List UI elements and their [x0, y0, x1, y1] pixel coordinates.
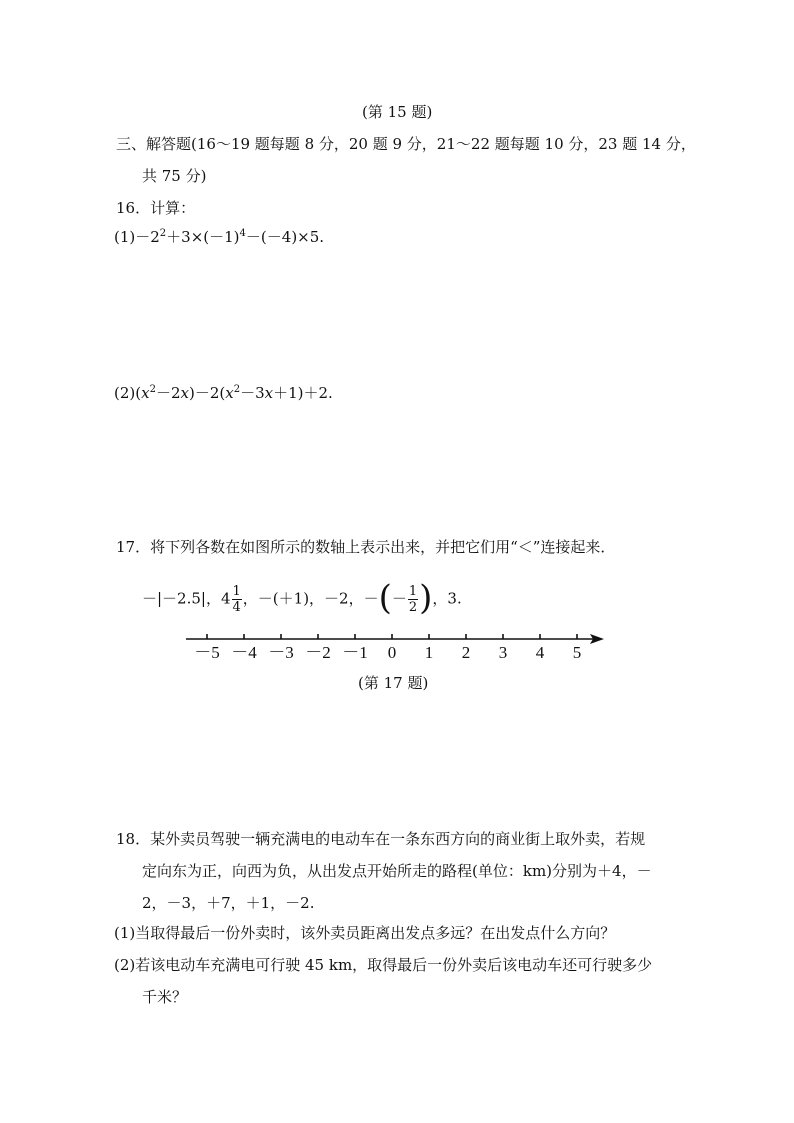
question-18-part-2-cont: 千米？: [142, 988, 188, 1006]
question-16-part-1: $(1)-2^2+3\times(-1)^4-(-4)\times 5$.: [114, 228, 325, 246]
section-3-title: 三、解答题(16～19 题每题 8 分，20 题 9 分，21～22 题每题 10 分，23 题 14 分，: [116, 135, 696, 153]
fraction-one-quarter: $\frac{1}{4}$: [232, 584, 241, 615]
number-line-tick-label: －4: [231, 643, 257, 662]
question-16-part-2: $(2)(x^2-2x)-2(x^2-3x+1)+2$.: [114, 384, 333, 402]
question-18-line-2: 定向东为正，向西为负，从出发点开始所走的路程(单位：km)分别为＋4，－: [142, 862, 652, 880]
number-line-tick-label: 0: [387, 643, 397, 662]
question-17-numbers: －|－2.5|，4 $\frac{1}{4}$ ，－(＋1)，－2，－(－ $\frac{1}{2}$ )，3.: [142, 577, 462, 618]
question-16-label: 16．计算：: [116, 199, 196, 217]
number-line-tick-label: 2: [461, 643, 471, 662]
question-18-part-2: (2)若该电动车充满电可行驶 45 km，取得最后一份外卖后该电动车还可行驶多少: [114, 956, 653, 974]
question-18-part-1: (1)当取得最后一份外卖时，该外卖员距离出发点多远？在出发点什么方向？: [114, 924, 616, 942]
number-line-tick-label: －1: [342, 643, 368, 662]
number-line-tick-label: 1: [424, 643, 434, 662]
question-18-line-1: 18．某外卖员驾驶一辆充满电的电动车在一条东西方向的商业街上取外卖，若规: [116, 830, 646, 848]
question-17-label: 17．将下列各数在如图所示的数轴上表示出来，并把它们用“＜”连接起来．: [116, 538, 616, 556]
number-line-tick-label: －3: [268, 643, 294, 662]
number-line: [180, 626, 610, 666]
number-line-tick-label: 4: [535, 643, 545, 662]
fraction-one-half: $\frac{1}{2}$: [408, 584, 418, 615]
number-line-tick-label: 3: [498, 643, 508, 662]
number-line-tick-label: 5: [572, 643, 582, 662]
question-18-line-3: 2，－3，＋7，＋1，－2.: [142, 894, 315, 912]
figure-15-caption: (第 15 题): [362, 103, 433, 121]
figure-17-caption: (第 17 题): [358, 674, 429, 692]
section-3-title-cont: 共 75 分): [142, 167, 207, 185]
number-line-tick-label: －2: [305, 643, 331, 662]
number-line-tick-label: －5: [194, 643, 220, 662]
